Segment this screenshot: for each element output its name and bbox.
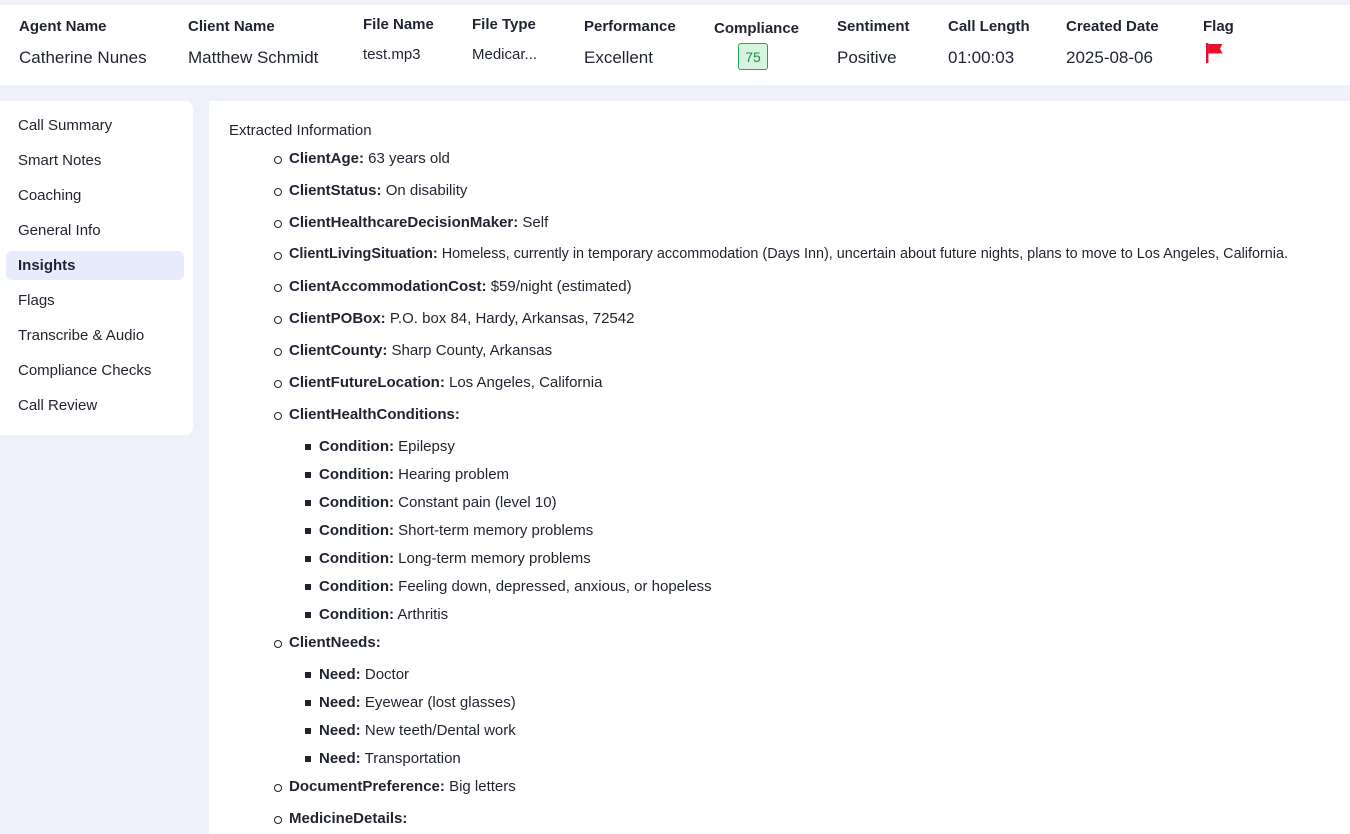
sidebar-item-flags[interactable]: Flags xyxy=(18,292,55,309)
item-key: ClientLivingSituation: xyxy=(289,246,438,262)
item-key: Condition: xyxy=(319,438,394,455)
list-item xyxy=(319,522,593,539)
agent-name-label: Agent Name xyxy=(19,18,107,35)
item-key: Condition: xyxy=(319,550,394,567)
bullet-circle-icon xyxy=(274,784,282,792)
insights-panel xyxy=(209,101,1350,834)
list-item xyxy=(319,438,455,455)
list-item xyxy=(289,278,632,295)
list-item xyxy=(289,634,381,651)
item-key: MedicineDetails: xyxy=(289,810,408,827)
item-value: On disability xyxy=(385,182,468,199)
item-key: Condition: xyxy=(319,466,394,483)
sidebar-item-compliance-checks[interactable]: Compliance Checks xyxy=(18,362,152,379)
list-item xyxy=(319,750,461,767)
item-value: Transportation xyxy=(364,750,461,767)
list-item xyxy=(289,778,516,795)
bullet-circle-icon xyxy=(274,640,282,648)
flag-label: Flag xyxy=(1203,18,1234,35)
item-value: Eyewear (lost glasses) xyxy=(364,694,516,711)
item-key: ClientNeeds: xyxy=(289,634,381,651)
item-key: ClientStatus: xyxy=(289,182,382,199)
item-key: Condition: xyxy=(319,494,394,511)
item-value: Big letters xyxy=(449,778,516,795)
item-key: ClientFutureLocation: xyxy=(289,374,445,391)
bullet-circle-icon xyxy=(274,188,282,196)
client-name-label: Client Name xyxy=(188,18,275,35)
item-value: Epilepsy xyxy=(398,438,455,455)
bullet-circle-icon xyxy=(274,348,282,356)
item-value: $59/night (estimated) xyxy=(490,278,632,295)
bullet-circle-icon xyxy=(274,156,282,164)
list-item xyxy=(289,810,407,827)
file-name-value: test.mp3 xyxy=(363,46,421,63)
item-value: 63 years old xyxy=(368,150,450,167)
list-item xyxy=(319,694,516,711)
bullet-square-icon xyxy=(305,528,311,534)
list-item xyxy=(319,494,557,511)
item-key: Condition: xyxy=(319,522,394,539)
compliance-score-badge: 75 xyxy=(738,43,768,70)
bullet-square-icon xyxy=(305,472,311,478)
item-key: ClientHealthConditions: xyxy=(289,406,460,423)
list-item xyxy=(289,342,552,359)
list-item xyxy=(319,550,591,567)
item-value: Long-term memory problems xyxy=(398,550,591,567)
item-value: Self xyxy=(522,214,549,231)
item-value: Doctor xyxy=(364,666,410,683)
list-item xyxy=(319,666,409,683)
item-key: Condition: xyxy=(319,606,394,623)
created-date-label: Created Date xyxy=(1066,18,1159,35)
bullet-circle-icon xyxy=(274,816,282,824)
performance-label: Performance xyxy=(584,18,676,35)
item-value: P.O. box 84, Hardy, Arkansas, 72542 xyxy=(389,310,635,327)
sidebar-item-coaching[interactable]: Coaching xyxy=(18,187,82,204)
bullet-square-icon xyxy=(305,500,311,506)
agent-name-value: Catherine Nunes xyxy=(19,48,147,67)
file-type-value[interactable]: Medicar... xyxy=(472,46,538,63)
section-title: Extracted Information xyxy=(229,122,372,139)
item-value: Homeless, currently in temporary accommodation (Days Inn), uncertain about future nights, plans to move to Los Angeles, California. xyxy=(441,246,1288,262)
item-key: ClientAge: xyxy=(289,150,364,167)
list-item xyxy=(319,606,448,623)
list-item xyxy=(289,182,467,199)
sidebar-item-call-summary[interactable]: Call Summary xyxy=(18,117,113,134)
item-key: ClientHealthcareDecisionMaker: xyxy=(289,214,519,231)
list-item xyxy=(319,466,509,483)
item-value: Hearing problem xyxy=(398,466,510,483)
item-key: Condition: xyxy=(319,578,394,595)
sidebar-item-transcribe-audio[interactable]: Transcribe & Audio xyxy=(18,327,145,344)
bullet-circle-icon xyxy=(274,380,282,388)
bullet-square-icon xyxy=(305,728,311,734)
client-name-value: Matthew Schmidt xyxy=(188,48,319,67)
bullet-square-icon xyxy=(305,584,311,590)
list-item xyxy=(289,214,548,231)
bullet-square-icon xyxy=(305,700,311,706)
item-value: Arthritis xyxy=(397,606,449,623)
bullet-square-icon xyxy=(305,612,311,618)
bullet-circle-icon xyxy=(274,252,282,260)
item-key: ClientAccommodationCost: xyxy=(289,278,487,295)
bullet-circle-icon xyxy=(274,316,282,324)
sidebar-item-smart-notes[interactable]: Smart Notes xyxy=(18,152,102,169)
compliance-label: Compliance xyxy=(714,20,800,37)
created-date-value: 2025-08-06 xyxy=(1066,48,1153,67)
item-key: Need: xyxy=(319,666,361,683)
call-length-label: Call Length xyxy=(948,18,1030,35)
item-key: Need: xyxy=(319,750,361,767)
item-value: Short-term memory problems xyxy=(398,522,594,539)
item-key: DocumentPreference: xyxy=(289,778,445,795)
item-value: Constant pain (level 10) xyxy=(398,494,557,511)
sentiment-value: Positive xyxy=(837,48,897,67)
bullet-square-icon xyxy=(305,444,311,450)
flag-icon[interactable] xyxy=(1205,43,1225,65)
sentiment-label: Sentiment xyxy=(837,18,910,35)
sidebar-item-general-info[interactable]: General Info xyxy=(18,222,101,239)
item-value: Los Angeles, California xyxy=(449,374,603,391)
bullet-circle-icon xyxy=(274,284,282,292)
item-key: ClientCounty: xyxy=(289,342,388,359)
list-item xyxy=(289,374,602,391)
item-key: Need: xyxy=(319,722,361,739)
call-header xyxy=(0,5,1350,85)
sidebar-item-call-review[interactable]: Call Review xyxy=(18,397,98,414)
bullet-circle-icon xyxy=(274,412,282,420)
bullet-square-icon xyxy=(305,756,311,762)
sidebar-nav xyxy=(0,101,193,435)
list-item xyxy=(319,722,516,739)
bullet-square-icon xyxy=(305,556,311,562)
item-value: Sharp County, Arkansas xyxy=(391,342,553,359)
item-key: Need: xyxy=(319,694,361,711)
sidebar-item-insights[interactable]: Insights xyxy=(6,251,184,280)
list-item xyxy=(289,310,634,327)
item-value: New teeth/Dental work xyxy=(364,722,516,739)
list-item xyxy=(319,578,712,595)
bullet-square-icon xyxy=(305,672,311,678)
call-length-value: 01:00:03 xyxy=(948,48,1015,67)
file-name-label: File Name xyxy=(363,16,434,33)
item-value: Feeling down, depressed, anxious, or hopeless xyxy=(398,578,712,595)
bullet-circle-icon xyxy=(274,220,282,228)
list-item xyxy=(289,406,460,423)
item-key: ClientPOBox: xyxy=(289,310,386,327)
list-item xyxy=(289,246,1288,262)
list-item xyxy=(289,150,450,167)
performance-value: Excellent xyxy=(584,48,653,67)
file-type-label: File Type xyxy=(472,16,536,33)
